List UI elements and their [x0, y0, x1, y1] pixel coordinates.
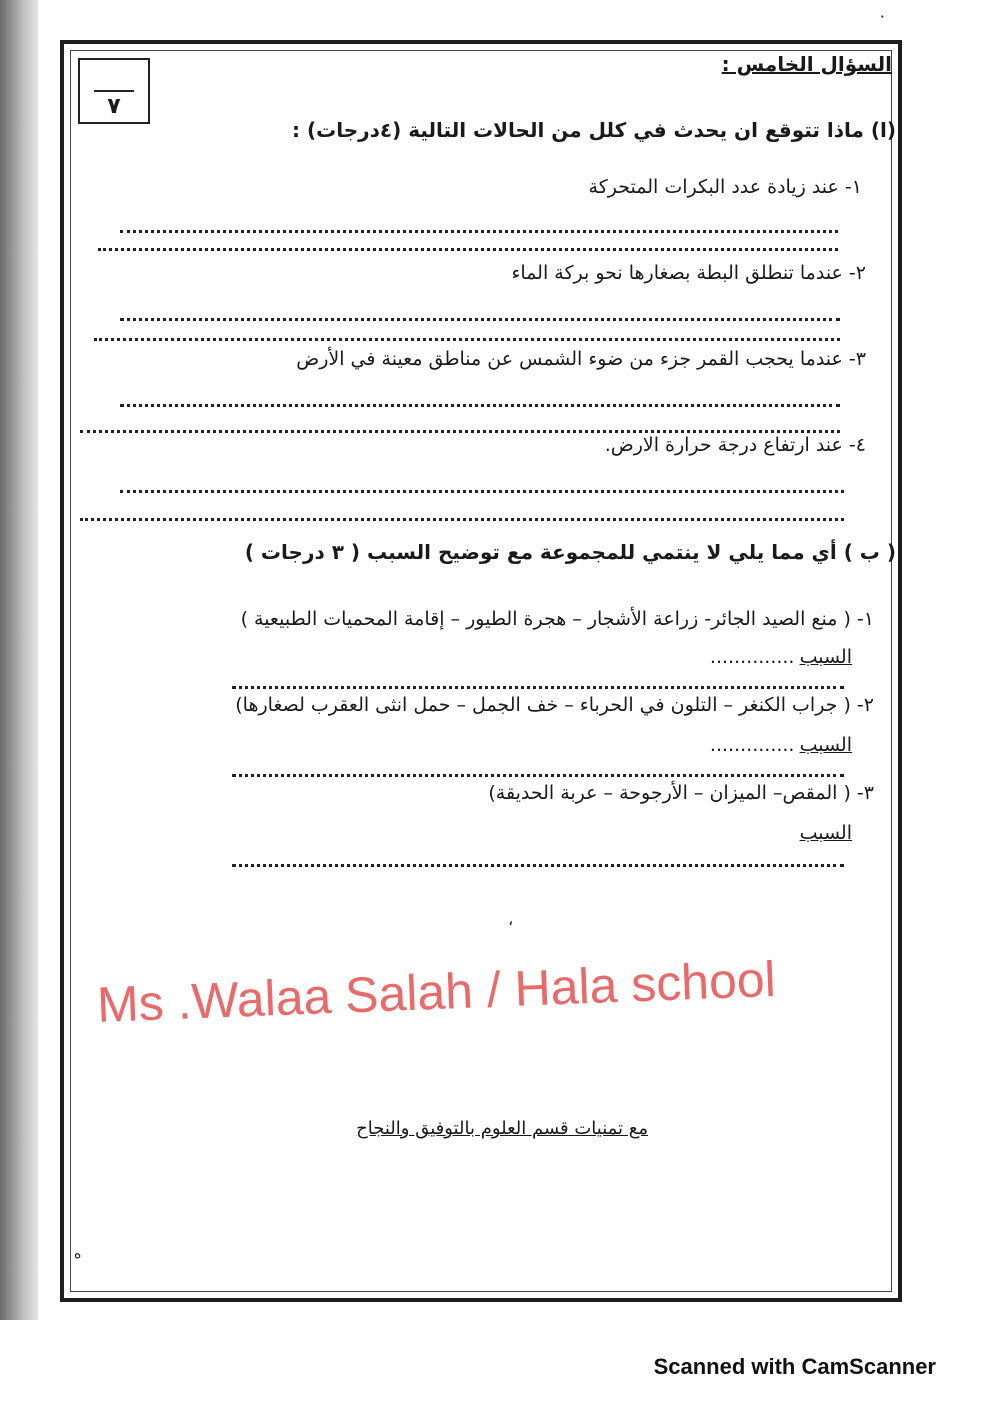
- part-b-item-2: ٢- ( جراب الكنغر – التلون في الحرباء – خف الجمل – حمل انثى العقرب لصغارها): [235, 694, 874, 716]
- answer-line: [120, 490, 844, 493]
- answer-line: [80, 518, 844, 521]
- section-title: السؤال الخامس :: [721, 52, 892, 76]
- reason-row: [800, 822, 852, 844]
- top-mark: ٠: [878, 6, 887, 25]
- part-a-title: (ا) ماذا تتوقع ان يحدث في كلل من الحالات التالية (٤درجات) :: [292, 118, 896, 142]
- answer-line: [120, 318, 840, 321]
- footer-wish: مع تمنيات قسم العلوم بالتوفيق والنجاح: [356, 1118, 648, 1139]
- part-b-item-3: ٣- ( المقص– الميزان – الأرجوحة – عربة الحديقة): [488, 782, 874, 804]
- reason-dots: ..............: [709, 734, 795, 756]
- answer-line: [120, 404, 840, 407]
- reason-label: السبب: [799, 646, 852, 668]
- reason-label: السبب: [799, 822, 852, 844]
- page-mark: ه: [74, 1246, 82, 1262]
- stray-mark: ،: [508, 910, 514, 929]
- answer-line: [120, 230, 838, 233]
- reason-dots: ..............: [709, 646, 795, 668]
- part-a-item-4: ٤- عند ارتفاع درجة حرارة الارض.: [604, 434, 866, 456]
- answer-line: [80, 430, 840, 433]
- part-a-item-1: ١- عند زيادة عدد البكرات المتحركة: [588, 176, 862, 198]
- part-a-item-3: ٣- عندما يحجب القمر جزء من ضوء الشمس عن مناطق معينة في الأرض: [296, 348, 866, 370]
- reason-row: [710, 646, 852, 668]
- scanner-credit: Scanned with CamScanner: [653, 1354, 936, 1379]
- part-b-item-1: ١- ( منع الصيد الجائر- زراعة الأشجار – هجرة الطيور – إقامة المحميات الطبيعية ): [240, 608, 874, 630]
- answer-line: [94, 338, 840, 341]
- teacher-watermark: Ms .Walaa Salah / Hala school: [96, 950, 777, 1033]
- grade-box: [78, 58, 150, 124]
- reason-row: [710, 734, 852, 756]
- answer-line: [232, 686, 844, 689]
- grade-value: ٧: [107, 94, 121, 119]
- answer-line: [98, 248, 838, 251]
- page-edge-shadow: [0, 0, 38, 1320]
- answer-line: [232, 774, 844, 777]
- part-a-item-2: ٢- عندما تنطلق البطة بصغارها نحو بركة الماء: [511, 262, 866, 284]
- part-b-title: ( ب ) أي مما يلي لا ينتمي للمجموعة مع توضيح السبب ( ٣ درجات ): [244, 540, 896, 564]
- answer-line: [232, 864, 844, 867]
- reason-label: السبب: [799, 734, 852, 756]
